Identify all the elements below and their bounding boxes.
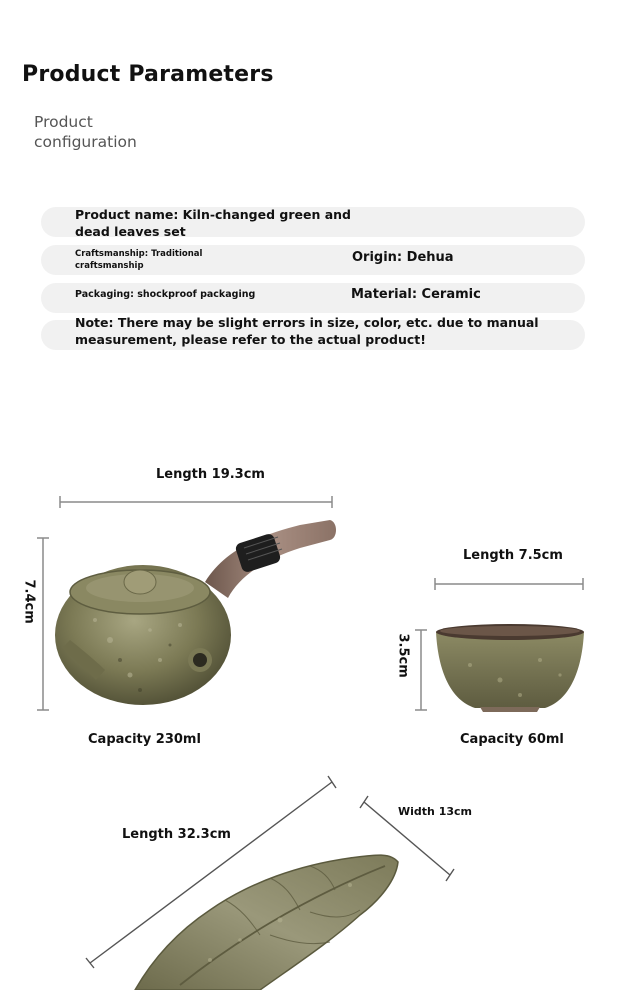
material: Material: Ceramic [351, 287, 481, 302]
tray-length-label: Length 32.3cm [122, 827, 231, 842]
page-title: Product Parameters [22, 62, 274, 87]
packaging: Packaging: shockproof packaging [75, 289, 256, 300]
tray-width-label: Width 13cm [398, 805, 472, 818]
tray-illustration [60, 770, 480, 990]
teapot-capacity-label: Capacity 230ml [88, 732, 201, 747]
product-name: Product name: Kiln-changed green and dead leaves set [75, 207, 351, 239]
cup-capacity-label: Capacity 60ml [460, 732, 564, 747]
cup-length-label: Length 7.5cm [463, 548, 563, 563]
origin: Origin: Dehua [352, 250, 454, 265]
cup-illustration [380, 570, 600, 720]
cup-height-label: 3.5cm [395, 633, 411, 678]
teapot-illustration [0, 490, 360, 730]
craftsmanship: Craftsmanship: Traditional craftsmanship [75, 249, 203, 271]
teapot-length-label: Length 19.3cm [156, 467, 265, 482]
note: Note: There may be slight errors in size, color, etc. due to manual measurement, please refer to the actual product! [75, 315, 539, 347]
teapot-height-label: 7.4cm [21, 579, 37, 624]
page-subtitle: Product configuration [34, 113, 137, 151]
